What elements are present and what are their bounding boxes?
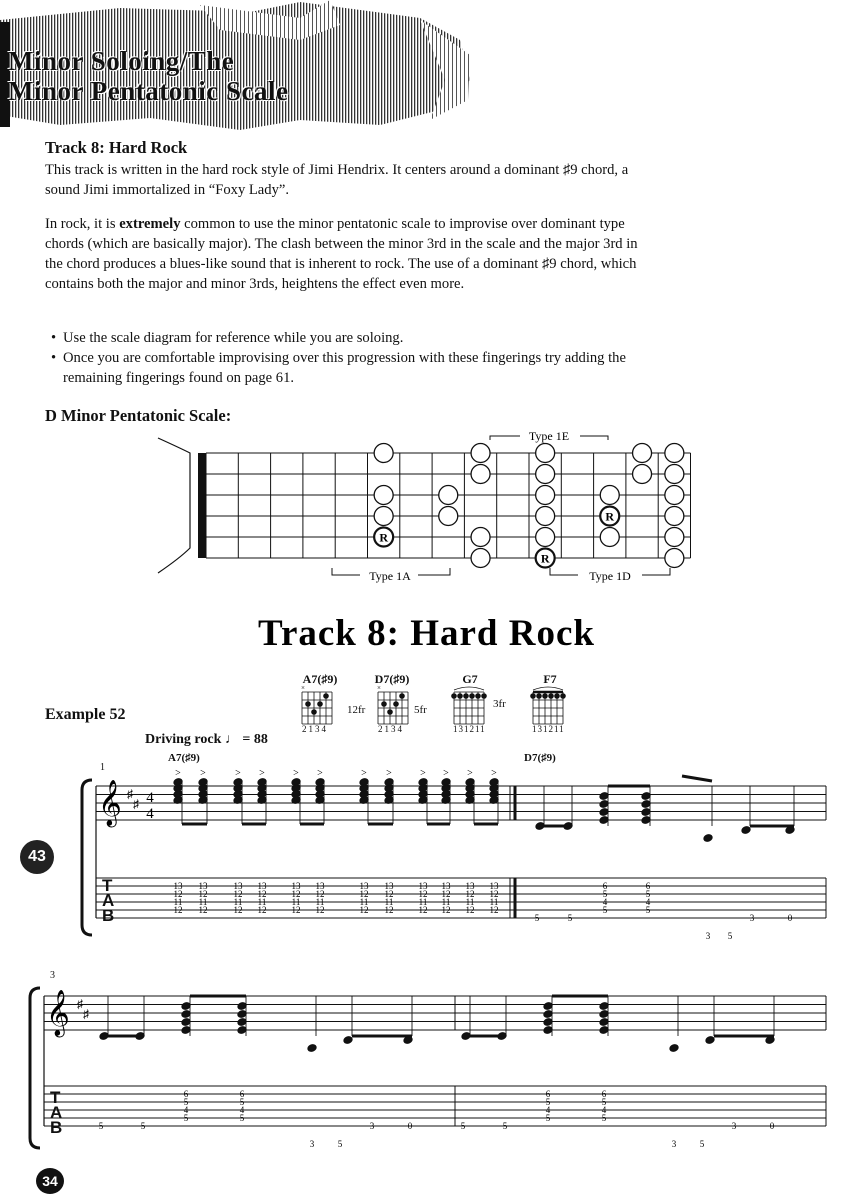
tab-number: 0 xyxy=(787,913,793,923)
accent-mark: > xyxy=(443,768,449,779)
example-label: Example 52 xyxy=(45,706,126,723)
list-item: • Use the scale diagram for reference while you are soloing. xyxy=(45,328,645,348)
tab-number: 11 xyxy=(418,897,428,907)
chord-finger-dot xyxy=(530,693,536,699)
chord-finger-dot xyxy=(387,709,393,715)
tab-number: 12 xyxy=(441,905,451,915)
tab-number: 13 xyxy=(173,881,183,891)
tab-number: 12 xyxy=(418,889,428,899)
quarter-note-icon: ♩ xyxy=(224,732,239,747)
tab-number: 5 xyxy=(545,1097,551,1107)
scale-note-dot xyxy=(665,444,684,463)
tab-number: 5 xyxy=(545,1113,551,1123)
intro-paragraph: This track is written in the hard rock style of Jimi Hendrix. It centers around a dominant ♯9 chord, a sound Jimi immortalized in “Foxy Lady”. xyxy=(45,162,629,198)
key-signature-sharp: ♯ xyxy=(133,797,139,811)
para-text-b: common to use the minor pentatonic scale to improvise over dominant type chords (which are basically major). The clash between the minor 3rd in the scale and the major 3rd in the chord produces a blues-like sound that is inherent to rock. The use of a dominant ♯9 chord, which contains both the major and minor 3rds, heightens the effect even more. xyxy=(45,216,638,292)
chord-fret-a7s9: 12fr xyxy=(347,704,366,716)
beam xyxy=(682,776,712,781)
chord-grid-f7 xyxy=(530,687,566,724)
tab-letter: T xyxy=(102,876,113,895)
tab-number: 5 xyxy=(140,1121,146,1131)
accent-mark: > xyxy=(200,768,206,779)
tab-number: 3 xyxy=(705,931,711,941)
tab-number: 12 xyxy=(384,889,394,899)
chord-fingers-a7s9: 2134 xyxy=(302,724,328,734)
scale-note-dot xyxy=(374,507,393,526)
scale-heading: D Minor Pentatonic Scale: xyxy=(45,406,232,425)
type-1a-bracket xyxy=(332,568,450,583)
tab-letter: T xyxy=(50,1088,61,1107)
tab-number: 3 xyxy=(731,1121,737,1131)
scale-note-dot xyxy=(600,528,619,547)
scale-note-dot xyxy=(439,507,458,526)
tab-number: 5 xyxy=(602,889,608,899)
tab-number: 13 xyxy=(315,881,325,891)
tab-number: 12 xyxy=(291,905,301,915)
chord-finger-dot xyxy=(323,693,329,699)
tab-number: 11 xyxy=(198,897,208,907)
chord-fingers-f7: 131211 xyxy=(532,724,565,734)
tab-number: 4 xyxy=(545,1105,551,1115)
accent-mark: > xyxy=(420,768,426,779)
scale-note-dot xyxy=(536,528,555,547)
tab-number: 4 xyxy=(601,1105,607,1115)
tab-number: 12 xyxy=(418,905,428,915)
note-head xyxy=(343,1036,353,1045)
tab-number: 11 xyxy=(359,897,369,907)
root-note-dot xyxy=(536,549,555,568)
scale-note-dot xyxy=(665,486,684,505)
tab-letter: B xyxy=(102,906,115,925)
chord-grid-a7s9 xyxy=(301,686,332,724)
note-head xyxy=(669,1044,679,1053)
scale-note-dot xyxy=(471,549,490,568)
svg-text:R: R xyxy=(379,530,388,545)
note-head xyxy=(741,826,751,835)
tab-number: 5 xyxy=(534,913,540,923)
scale-note-dot xyxy=(665,528,684,547)
scale-note-dot xyxy=(665,507,684,526)
tab-number: 5 xyxy=(183,1097,189,1107)
time-signature: 4 xyxy=(146,806,154,822)
tab-number: 5 xyxy=(602,905,608,915)
tab-number: 13 xyxy=(384,881,394,891)
scale-note-dot xyxy=(665,465,684,484)
measure-number-1: 1 xyxy=(100,762,105,773)
tab-number: 12 xyxy=(359,905,369,915)
tab-number: 5 xyxy=(699,1139,705,1149)
accent-mark: > xyxy=(259,768,265,779)
chord-grid-g7 xyxy=(451,687,487,724)
accent-mark: > xyxy=(491,768,497,779)
chord-finger-dot xyxy=(548,693,554,699)
tab-number: 12 xyxy=(465,905,475,915)
type-1e-bracket xyxy=(490,429,608,443)
tab-letter: A xyxy=(50,1103,63,1122)
treble-clef-icon: 𝄞 xyxy=(98,780,122,825)
tab-number: 5 xyxy=(645,889,651,899)
tab-number: 12 xyxy=(384,905,394,915)
chord-finger-dot xyxy=(560,693,566,699)
tab-number: 11 xyxy=(384,897,394,907)
chord-finger-dot xyxy=(542,693,548,699)
tab-number: 4 xyxy=(645,897,651,907)
tab-number: 11 xyxy=(257,897,267,907)
chord-finger-dot xyxy=(393,701,399,707)
tab-number: 6 xyxy=(645,881,651,891)
chord-finger-dot xyxy=(317,701,323,707)
chord-finger-dot xyxy=(463,693,469,699)
page-number-badge xyxy=(36,1168,64,1194)
tab-number: 12 xyxy=(257,905,267,915)
tab-number: 12 xyxy=(173,889,183,899)
chord-finger-dot xyxy=(451,693,457,699)
system-1 xyxy=(82,768,826,941)
body-paragraph xyxy=(45,214,640,294)
tab-number: 12 xyxy=(257,889,267,899)
guitar-headstock-outline xyxy=(158,438,190,573)
chord-finger-dot xyxy=(399,693,405,699)
tab-number: 6 xyxy=(183,1089,189,1099)
key-signature-sharp: ♯ xyxy=(83,1007,89,1021)
tab-number: 12 xyxy=(489,905,499,915)
tab-number: 13 xyxy=(465,881,475,891)
tab-number: 13 xyxy=(441,881,451,891)
chord-finger-dot xyxy=(457,693,463,699)
scale-note-dot xyxy=(471,465,490,484)
tempo-value: = 88 xyxy=(242,732,268,747)
chord-finger-dot xyxy=(381,701,387,707)
tab-number: 12 xyxy=(441,889,451,899)
scale-note-dot xyxy=(665,549,684,568)
tab-number: 5 xyxy=(645,905,651,915)
scale-note-dot xyxy=(471,528,490,547)
type-1d-label: Type 1D xyxy=(589,569,631,583)
music-notation xyxy=(0,760,853,1170)
tab-number: 13 xyxy=(489,881,499,891)
scale-note-dot xyxy=(633,444,652,463)
tab-number: 11 xyxy=(489,897,499,907)
para-emphasis: extremely xyxy=(119,216,181,232)
tab-clef-1 xyxy=(102,878,114,923)
tab-number: 6 xyxy=(602,881,608,891)
tab-number: 12 xyxy=(359,889,369,899)
chord-name-g7: G7 xyxy=(462,672,478,686)
tab-number: 11 xyxy=(291,897,301,907)
tab-number: 5 xyxy=(183,1113,189,1123)
accent-mark: > xyxy=(317,768,323,779)
nut xyxy=(198,453,206,558)
tab-number: 5 xyxy=(239,1113,245,1123)
header-title-line2: Minor Pentatonic Scale xyxy=(8,76,289,106)
system-brace xyxy=(82,780,92,935)
tab-letter: A xyxy=(102,891,115,910)
scale-note-dot xyxy=(439,486,458,505)
treble-clef-icon: 𝄞 xyxy=(46,990,70,1035)
tab-number: 5 xyxy=(727,931,733,941)
tab-number: 12 xyxy=(233,889,243,899)
scale-note-dot xyxy=(471,444,490,463)
key-signature-sharp: ♯ xyxy=(127,787,133,801)
svg-text:R: R xyxy=(605,509,615,524)
tab-number: 12 xyxy=(173,905,183,915)
scale-note-dot xyxy=(374,444,393,463)
scale-note-dot xyxy=(600,486,619,505)
muted-string-mark: × xyxy=(301,686,305,692)
page-number: 34 xyxy=(42,1173,58,1189)
tab-number: 13 xyxy=(198,881,208,891)
tab-number: 12 xyxy=(233,905,243,915)
para-text-a: In rock, it is xyxy=(45,216,120,232)
tab-number: 3 xyxy=(309,1139,315,1149)
accent-mark: > xyxy=(361,768,367,779)
tab-number: 12 xyxy=(489,889,499,899)
accent-mark: > xyxy=(175,768,181,779)
chord-fingers-d7s9: 2134 xyxy=(378,724,404,734)
tab-number: 4 xyxy=(239,1105,245,1115)
note-head xyxy=(705,1036,715,1045)
accent-mark: > xyxy=(386,768,392,779)
chord-fret-g7: 3fr xyxy=(493,698,506,710)
tab-number: 5 xyxy=(98,1121,104,1131)
accent-mark: > xyxy=(235,768,241,779)
tab-number: 11 xyxy=(441,897,451,907)
root-note-dot xyxy=(600,507,619,526)
cd-track-number: 43 xyxy=(28,848,46,865)
fretboard xyxy=(158,438,206,573)
tab-number: 11 xyxy=(173,897,183,907)
tab-number: 5 xyxy=(460,1121,466,1131)
chord-grid-d7s9 xyxy=(377,686,408,724)
chord-finger-dot xyxy=(305,701,311,707)
tab-number: 12 xyxy=(315,905,325,915)
svg-text:R: R xyxy=(540,551,550,566)
scale-note-dot xyxy=(536,444,555,463)
tab-number: 5 xyxy=(601,1097,607,1107)
tab-number: 5 xyxy=(337,1139,343,1149)
tab-number: 0 xyxy=(407,1121,413,1131)
scale-note-dot xyxy=(633,465,652,484)
chord-finger-dot xyxy=(469,693,475,699)
measure-number-3: 3 xyxy=(50,970,55,981)
tab-number: 4 xyxy=(183,1105,189,1115)
track-title: Track 8: Hard Rock xyxy=(258,613,595,654)
tab-letter: B xyxy=(50,1118,63,1137)
system-2 xyxy=(30,988,826,1149)
tab-number: 0 xyxy=(769,1121,775,1131)
muted-string-mark: × xyxy=(377,686,381,692)
scale-note-dot xyxy=(374,486,393,505)
list-item: • Once you are comfortable improvising over this progression with these fingerings try adding the remaining fingerings found on page 61. xyxy=(45,348,645,388)
chord-finger-dot xyxy=(481,693,487,699)
chord-name-d7s9: D7(♯9) xyxy=(374,672,410,686)
note-head xyxy=(703,834,713,843)
chord-finger-dot xyxy=(475,693,481,699)
tab-number: 13 xyxy=(418,881,428,891)
tab-clef-2 xyxy=(50,1090,62,1135)
tab-number: 6 xyxy=(545,1089,551,1099)
chord-fret-d7s9: 5fr xyxy=(414,704,427,716)
type-1e-label: Type 1E xyxy=(528,429,570,443)
barre-arc xyxy=(454,687,484,690)
type-1a-label: Type 1A xyxy=(369,569,411,583)
chord-finger-dot xyxy=(311,709,317,715)
tab-number: 3 xyxy=(671,1139,677,1149)
chord-fingers-g7: 131211 xyxy=(453,724,486,734)
section-heading: Track 8: Hard Rock xyxy=(45,138,188,157)
tab-number: 13 xyxy=(359,881,369,891)
tab-number: 12 xyxy=(198,905,208,915)
tab-number: 5 xyxy=(239,1097,245,1107)
tab-number: 6 xyxy=(239,1089,245,1099)
tab-number: 13 xyxy=(257,881,267,891)
tab-number: 11 xyxy=(233,897,243,907)
tab-number: 12 xyxy=(315,889,325,899)
barre-arc xyxy=(533,687,563,690)
tab-number: 5 xyxy=(567,913,573,923)
scale-note-dot xyxy=(536,486,555,505)
tab-number: 11 xyxy=(315,897,325,907)
accent-mark: > xyxy=(467,768,473,779)
tab-number: 12 xyxy=(291,889,301,899)
tab-number: 11 xyxy=(465,897,475,907)
tab-number: 12 xyxy=(465,889,475,899)
chord-symbol-m1: A7(♯9) xyxy=(168,752,200,764)
tempo-text: Driving rock xyxy=(145,732,222,747)
tips-list xyxy=(45,328,645,388)
system-brace xyxy=(30,988,40,1148)
tab-number: 4 xyxy=(602,897,608,907)
tab-number: 3 xyxy=(369,1121,375,1131)
root-note-dot xyxy=(374,528,393,547)
tempo-marking xyxy=(145,732,268,748)
tab-number: 6 xyxy=(601,1089,607,1099)
chord-name-f7: F7 xyxy=(543,672,557,686)
chord-frames xyxy=(290,672,630,737)
header-title-line1: Minor Soloing/The xyxy=(8,46,235,76)
type-1d-bracket xyxy=(550,568,670,583)
tab-number: 5 xyxy=(601,1113,607,1123)
chord-finger-dot xyxy=(554,693,560,699)
scale-fretboard-diagram xyxy=(150,428,710,598)
chord-name-a7s9: A7(♯9) xyxy=(302,672,338,686)
chord-finger-dot xyxy=(536,693,542,699)
accent-mark: > xyxy=(293,768,299,779)
tab-number: 13 xyxy=(291,881,301,891)
tab-number: 5 xyxy=(502,1121,508,1131)
note-head xyxy=(307,1044,317,1053)
scale-note-dot xyxy=(536,465,555,484)
chord-symbol-m2: D7(♯9) xyxy=(524,752,556,764)
time-signature: 4 xyxy=(146,790,154,806)
tab-number: 13 xyxy=(233,881,243,891)
key-signature-sharp: ♯ xyxy=(77,997,83,1011)
tab-number: 3 xyxy=(749,913,755,923)
scale-note-dot xyxy=(536,507,555,526)
tab-number: 12 xyxy=(198,889,208,899)
